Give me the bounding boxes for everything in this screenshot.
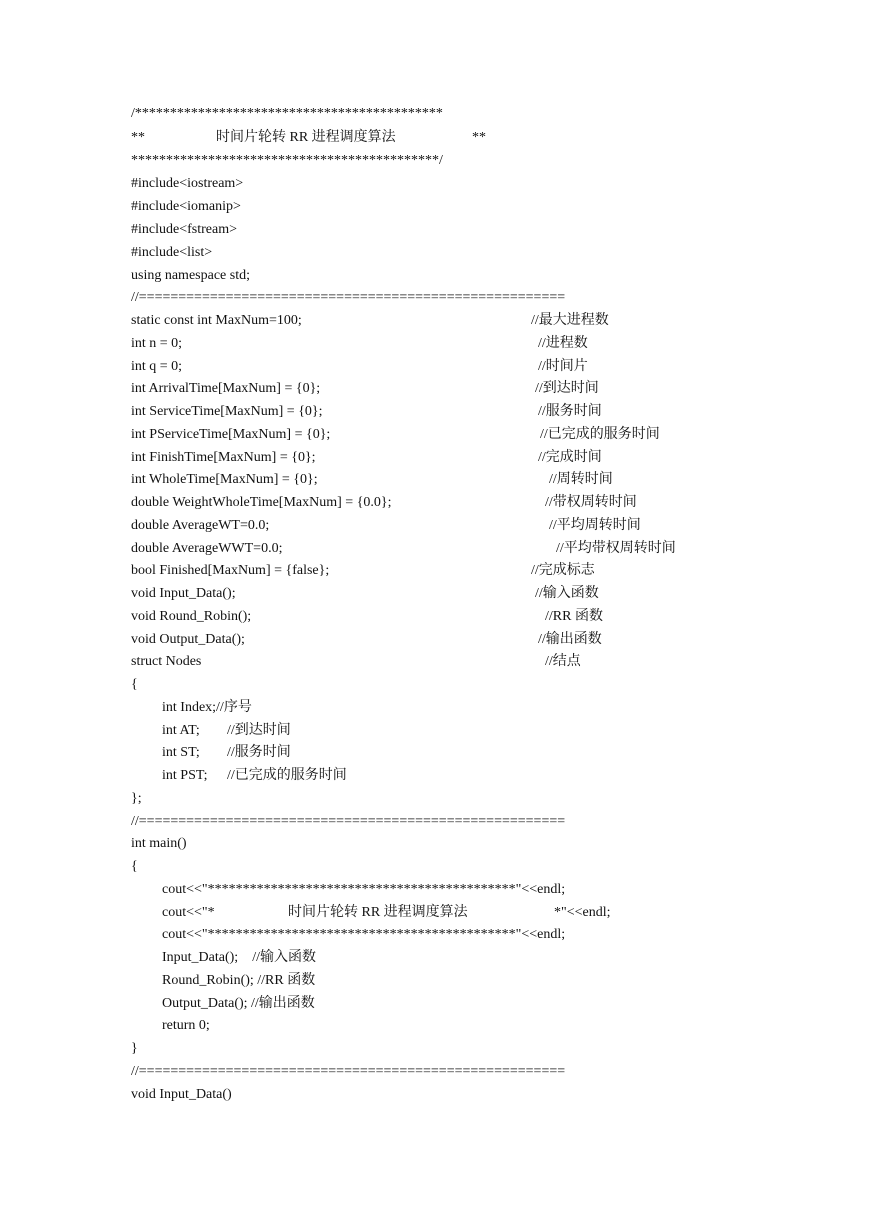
declaration-comment: //结点 bbox=[545, 654, 581, 669]
input-data-signature: void Input_Data() bbox=[131, 1087, 232, 1102]
using-namespace-line: using namespace std; bbox=[131, 268, 250, 283]
struct-member-code: int ST; bbox=[162, 745, 200, 760]
declaration-code: int WholeTime[MaxNum] = {0}; bbox=[131, 472, 318, 487]
declaration-code: int ArrivalTime[MaxNum] = {0}; bbox=[131, 381, 321, 396]
declaration-code: void Output_Data(); bbox=[131, 632, 245, 647]
declaration-comment: //输入函数 bbox=[535, 586, 599, 601]
separator-line: //====================================================== bbox=[131, 1064, 566, 1079]
main-signature: int main() bbox=[131, 836, 187, 851]
declaration-comment: //RR 函数 bbox=[545, 609, 603, 624]
declaration-comment: //带权周转时间 bbox=[545, 495, 637, 510]
struct-member-comment: //到达时间 bbox=[227, 723, 291, 738]
declaration-comment: //平均周转时间 bbox=[549, 518, 641, 533]
declaration-comment: //到达时间 bbox=[535, 381, 599, 396]
main-body-tail: *"<<endl; bbox=[554, 905, 611, 920]
separator-line: //====================================================== bbox=[131, 814, 566, 829]
declaration-code: int q = 0; bbox=[131, 359, 183, 374]
main-body-line: Round_Robin(); //RR 函数 bbox=[162, 973, 316, 988]
declaration-code: int ServiceTime[MaxNum] = {0}; bbox=[131, 404, 323, 419]
declaration-comment: //服务时间 bbox=[538, 404, 602, 419]
main-body-line: return 0; bbox=[162, 1018, 210, 1033]
declaration-code: void Input_Data(); bbox=[131, 586, 236, 601]
main-open-brace: { bbox=[131, 859, 138, 874]
include-line: #include<iostream> bbox=[131, 176, 244, 191]
include-line: #include<fstream> bbox=[131, 222, 237, 237]
main-body-line: Output_Data(); //输出函数 bbox=[162, 996, 315, 1011]
struct-member-code: int PST; bbox=[162, 768, 208, 783]
struct-close-brace: }; bbox=[131, 791, 142, 806]
declaration-code: int PServiceTime[MaxNum] = {0}; bbox=[131, 427, 331, 442]
declaration-comment: //周转时间 bbox=[549, 472, 613, 487]
header-title: 时间片轮转 RR 进程调度算法 bbox=[216, 130, 396, 145]
struct-member-code: int AT; bbox=[162, 723, 200, 738]
header-title-prefix: ** bbox=[131, 130, 145, 145]
declaration-code: struct Nodes bbox=[131, 654, 202, 669]
declaration-comment: //输出函数 bbox=[538, 632, 602, 647]
include-line: #include<iomanip> bbox=[131, 199, 241, 214]
declaration-comment: //平均带权周转时间 bbox=[556, 541, 676, 556]
main-body-line: cout<<"********************************************"<<endl; bbox=[162, 882, 566, 897]
struct-member-comment: //服务时间 bbox=[227, 745, 291, 760]
declaration-code: bool Finished[MaxNum] = {false}; bbox=[131, 563, 330, 578]
main-body-line: cout<<"********************************************"<<endl; bbox=[162, 927, 566, 942]
declaration-code: void Round_Robin(); bbox=[131, 609, 252, 624]
include-line: #include<list> bbox=[131, 245, 213, 260]
main-body-line: Input_Data(); //输入函数 bbox=[162, 950, 316, 965]
declaration-code: int FinishTime[MaxNum] = {0}; bbox=[131, 450, 316, 465]
declaration-comment: //已完成的服务时间 bbox=[540, 427, 660, 442]
declaration-code: static const int MaxNum=100; bbox=[131, 313, 302, 328]
declaration-comment: //进程数 bbox=[538, 336, 588, 351]
header-top-border: /******************************************** bbox=[131, 106, 443, 121]
declaration-comment: //完成标志 bbox=[531, 563, 595, 578]
main-close-brace: } bbox=[131, 1041, 138, 1056]
struct-open-brace: { bbox=[131, 677, 138, 692]
declaration-code: double AverageWT=0.0; bbox=[131, 518, 270, 533]
main-body-title: 时间片轮转 RR 进程调度算法 bbox=[288, 905, 468, 920]
declaration-comment: //时间片 bbox=[538, 359, 588, 374]
separator-line: //====================================================== bbox=[131, 290, 566, 305]
declaration-code: double WeightWholeTime[MaxNum] = {0.0}; bbox=[131, 495, 392, 510]
header-bottom-border: ********************************************/ bbox=[131, 153, 443, 168]
main-body-line: cout<<"* bbox=[162, 905, 215, 920]
declaration-code: int n = 0; bbox=[131, 336, 183, 351]
struct-member-code: int Index;//序号 bbox=[162, 700, 252, 715]
struct-member-comment: //已完成的服务时间 bbox=[227, 768, 347, 783]
declaration-code: double AverageWWT=0.0; bbox=[131, 541, 283, 556]
header-title-suffix: ** bbox=[472, 130, 486, 145]
declaration-comment: //最大进程数 bbox=[531, 313, 609, 328]
declaration-comment: //完成时间 bbox=[538, 450, 602, 465]
